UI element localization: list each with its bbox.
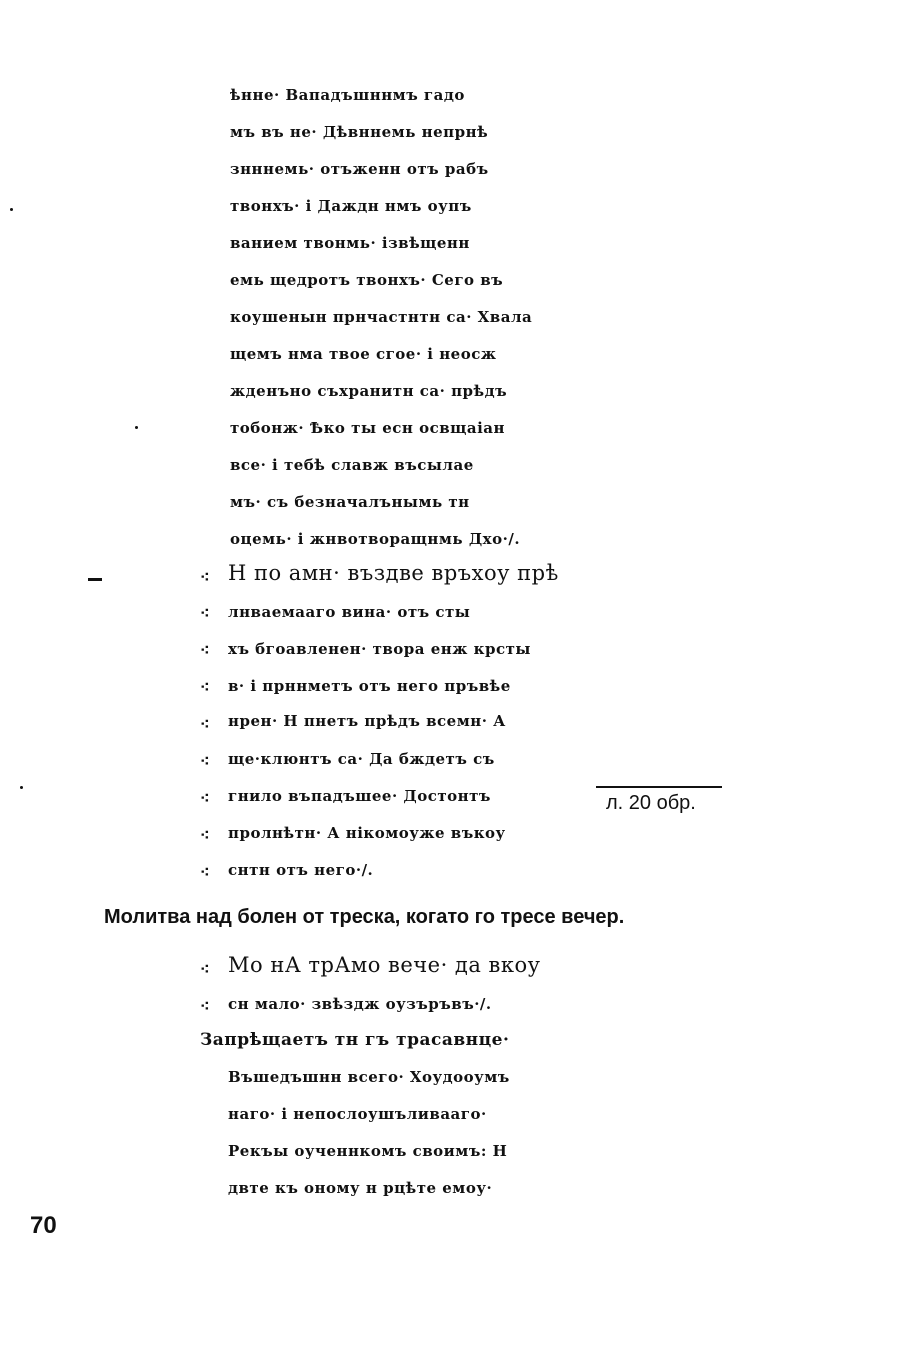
marker-icon: ⁖ bbox=[200, 791, 210, 807]
text-line: в· і прннметъ отъ него пръвѣе bbox=[228, 677, 511, 695]
marker-icon: ⁖ bbox=[200, 717, 210, 733]
text-line-large: Н по амн· въздве връхоу прѣ bbox=[228, 561, 559, 585]
marker-icon: ⁖ bbox=[200, 754, 210, 770]
text-line: твонхъ· і Даждн нмъ оупъ bbox=[230, 197, 472, 215]
marker-icon: ⁖ bbox=[200, 606, 210, 622]
text-line: лнваемааго вина· отъ сты bbox=[228, 603, 471, 621]
text-line: Рекъы оученнкомъ своимъ: Н bbox=[228, 1142, 508, 1160]
marker-icon: ⁖ bbox=[200, 999, 210, 1015]
marker-icon: ⁖ bbox=[200, 643, 210, 659]
speck-mark bbox=[10, 208, 13, 211]
text-line: нрен· Н пнетъ прѣдъ всемн· А bbox=[228, 712, 506, 730]
text-line: знннемь· отъженн отъ рабъ bbox=[230, 160, 489, 178]
speck-mark bbox=[135, 426, 138, 429]
text-line: двте къ оному н рцѣте емоу· bbox=[228, 1179, 493, 1197]
text-line: снтн отъ него·/. bbox=[228, 861, 374, 879]
folio-rule bbox=[596, 786, 722, 788]
text-line: ванием твонмь· ізвѣщенн bbox=[230, 234, 470, 252]
marker-icon: ⁖ bbox=[200, 680, 210, 696]
marker-icon: ⁖ bbox=[200, 570, 210, 586]
marker-icon: ⁖ bbox=[200, 865, 210, 881]
section-heading: Молитва над болен от треска, когато го тресе вечер. bbox=[104, 906, 625, 928]
text-line: мъ· съ безначалънымь тн bbox=[230, 493, 470, 511]
text-line: наго· і непослоушъливааго· bbox=[228, 1105, 487, 1123]
text-line: сн мало· звѣздж оузъръвъ·/. bbox=[228, 995, 492, 1013]
folio-note bbox=[606, 792, 696, 815]
text-line: жденъно съхранитн са· прѣдъ bbox=[230, 382, 508, 400]
text-line: емь щедротъ твонхъ· Сего въ bbox=[230, 271, 504, 289]
page-number: 70 bbox=[30, 1212, 57, 1239]
folio-label: л. 20 обр. bbox=[606, 792, 696, 814]
text-line: щемъ нма твое сгое· і неосж bbox=[230, 345, 497, 363]
text-line: все· і тебѣ славж въсылае bbox=[230, 456, 474, 474]
marker-icon: ⁖ bbox=[200, 962, 210, 978]
text-line: пролнѣтн· А нікомоуже въкоу bbox=[228, 824, 506, 842]
text-line: Запрѣщаетъ тн гъ трасавнце· bbox=[200, 1030, 510, 1050]
text-line: ще·клюнтъ са· Да бждетъ съ bbox=[228, 750, 495, 768]
text-line: ѣнне· Вападъшннмъ гадо bbox=[230, 86, 465, 104]
text-line: оцемь· і жнвотворащнмь Дхо·/. bbox=[230, 530, 521, 548]
text-line-large: Мо нА трАмо вече· да вкоу bbox=[228, 953, 541, 977]
text-line: тобонж· Ѣко ты есн освщаіан bbox=[230, 419, 505, 437]
text-line: коушенын прнчастнтн са· Хвала bbox=[230, 308, 533, 326]
text-line: Въшедъшнн всего· Хоудооумъ bbox=[228, 1068, 510, 1086]
text-line: хъ бгоавленен· твора енж крсты bbox=[228, 640, 531, 658]
text-line: мъ въ не· Дѣвннемь непрнѣ bbox=[230, 123, 489, 141]
marker-icon: ⁖ bbox=[200, 828, 210, 844]
text-line: гнило въпадъшее· Достонтъ bbox=[228, 787, 491, 805]
margin-dash bbox=[88, 578, 102, 581]
speck-mark bbox=[20, 786, 23, 789]
